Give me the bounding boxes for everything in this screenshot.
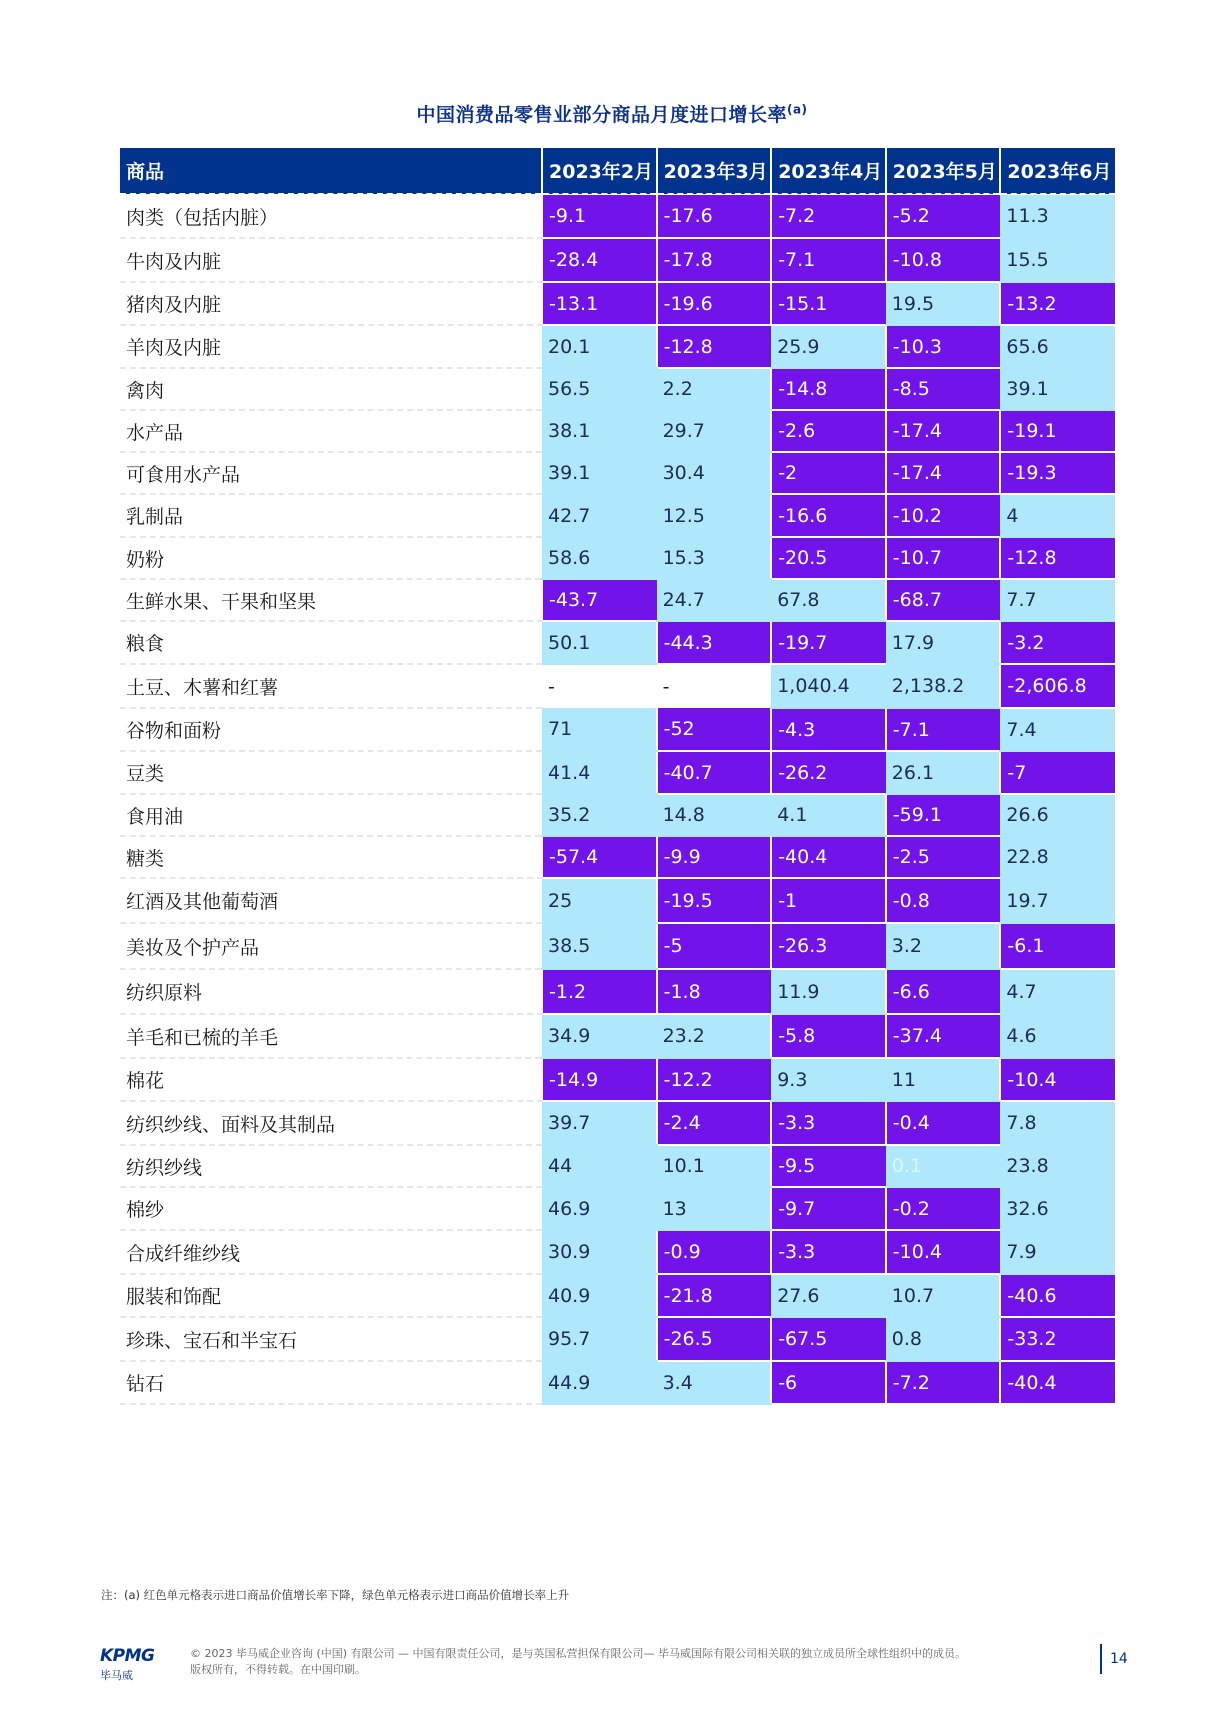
header-month: 2023年4月: [771, 148, 886, 194]
header-month: 2023年6月: [1000, 148, 1115, 194]
growth-value-cell: -2,606.8: [1000, 664, 1115, 708]
growth-value-cell: -43.7: [542, 579, 657, 621]
growth-value-cell: 26.6: [1000, 794, 1115, 836]
growth-value-cell: -9.9: [657, 836, 772, 878]
growth-value-cell: -57.4: [542, 836, 657, 878]
growth-value-cell: 39.1: [542, 452, 657, 494]
growth-value-cell: -15.1: [771, 282, 886, 325]
growth-value-cell: 38.1: [542, 410, 657, 452]
product-name: 红酒及其他葡萄酒: [120, 878, 542, 923]
growth-value-cell: -68.7: [886, 579, 1001, 621]
growth-value-cell: -7.1: [771, 238, 886, 282]
table-row: [120, 1014, 1115, 1058]
table-row: [120, 494, 1115, 537]
table-row: [120, 368, 1115, 410]
product-name: 猪肉及内脏: [120, 282, 542, 325]
table-row: [120, 1274, 1115, 1317]
growth-value-cell: -2.6: [771, 410, 886, 452]
table-row: [120, 664, 1115, 708]
growth-value-cell: -59.1: [886, 794, 1001, 836]
growth-value-cell: 19.7: [1000, 878, 1115, 923]
product-name: 食用油: [120, 794, 542, 836]
growth-value-cell: -10.2: [886, 494, 1001, 537]
product-name: 牛肉及内脏: [120, 238, 542, 282]
growth-value-cell: 95.7: [542, 1317, 657, 1361]
growth-value-cell: -14.8: [771, 368, 886, 410]
growth-value-cell: -28.4: [542, 238, 657, 282]
table-row: [120, 794, 1115, 836]
product-name: 钻石: [120, 1361, 542, 1404]
growth-value-cell: -3.3: [771, 1101, 886, 1145]
growth-value-cell: -0.8: [886, 878, 1001, 923]
product-name: 禽肉: [120, 368, 542, 410]
growth-value-cell: 14.8: [657, 794, 772, 836]
table-row: [120, 238, 1115, 282]
growth-value-cell: -19.6: [657, 282, 772, 325]
header-product: 商品: [120, 148, 542, 194]
growth-value-cell: 0.8: [886, 1317, 1001, 1361]
growth-value-cell: 30.9: [542, 1230, 657, 1274]
product-name: 羊毛和已梳的羊毛: [120, 1014, 542, 1058]
growth-value-cell: -6.1: [1000, 923, 1115, 969]
growth-value-cell: 22.8: [1000, 836, 1115, 878]
growth-value-cell: 7.4: [1000, 708, 1115, 751]
growth-value-cell: -6: [771, 1361, 886, 1404]
growth-value-cell: 58.6: [542, 537, 657, 579]
growth-value-cell: -3.2: [1000, 621, 1115, 664]
growth-value-cell: -40.7: [657, 751, 772, 794]
growth-value-cell: -5.2: [886, 194, 1001, 238]
growth-value-cell: 23.2: [657, 1014, 772, 1058]
growth-value-cell: -12.8: [657, 325, 772, 368]
table-row: [120, 1317, 1115, 1361]
growth-value-cell: -4.3: [771, 708, 886, 751]
growth-value-cell: -0.9: [657, 1230, 772, 1274]
growth-value-cell: -7.2: [886, 1361, 1001, 1404]
growth-value-cell: -1.2: [542, 969, 657, 1014]
growth-value-cell: -26.2: [771, 751, 886, 794]
growth-value-cell: 67.8: [771, 579, 886, 621]
growth-value-cell: 30.4: [657, 452, 772, 494]
growth-value-cell: 4: [1000, 494, 1115, 537]
copyright-line: © 2023 毕马威企业咨询 (中国) 有限公司 — 中国有限责任公司，是与英国私营担保有限公司— 毕马威国际有限公司相关联的独立成员所全球性组织中的成员。: [190, 1647, 967, 1660]
growth-value-cell: -19.1: [1000, 410, 1115, 452]
growth-value-cell: -6.6: [886, 969, 1001, 1014]
table-row: [120, 836, 1115, 878]
logo-mark: KPMG: [100, 1646, 155, 1666]
growth-value-cell: 42.7: [542, 494, 657, 537]
product-name: 纺织纱线、面料及其制品: [120, 1101, 542, 1145]
growth-value-cell: -21.8: [657, 1274, 772, 1317]
growth-value-cell: 39.1: [1000, 368, 1115, 410]
growth-value-cell: -26.3: [771, 923, 886, 969]
growth-value-cell: -10.3: [886, 325, 1001, 368]
growth-value-cell: 15.3: [657, 537, 772, 579]
growth-value-cell: -5: [657, 923, 772, 969]
growth-value-cell: 10.1: [657, 1145, 772, 1187]
growth-value-cell: 41.4: [542, 751, 657, 794]
growth-value-cell: 50.1: [542, 621, 657, 664]
growth-value-cell: -33.2: [1000, 1317, 1115, 1361]
growth-value-cell: -12.2: [657, 1058, 772, 1101]
product-name: 棉花: [120, 1058, 542, 1101]
growth-value-cell: 71: [542, 708, 657, 751]
growth-value-cell: 19.5: [886, 282, 1001, 325]
table-row: [120, 282, 1115, 325]
table-row: [120, 579, 1115, 621]
growth-value-cell: 39.7: [542, 1101, 657, 1145]
growth-value-cell: -26.5: [657, 1317, 772, 1361]
copyright-footer: [190, 1646, 1020, 1678]
table-row: [120, 923, 1115, 969]
growth-value-cell: 9.3: [771, 1058, 886, 1101]
logo-subtitle: 毕马威: [100, 1669, 133, 1682]
growth-value-cell: -17.4: [886, 452, 1001, 494]
growth-value-cell: 29.7: [657, 410, 772, 452]
growth-value-cell: -7.1: [886, 708, 1001, 751]
table-row: [120, 878, 1115, 923]
growth-value-cell: -17.8: [657, 238, 772, 282]
growth-value-cell: -17.4: [886, 410, 1001, 452]
growth-value-cell: -0.2: [886, 1187, 1001, 1230]
growth-value-cell: -40.4: [771, 836, 886, 878]
product-name: 土豆、木薯和红薯: [120, 664, 542, 708]
growth-value-cell: -5.8: [771, 1014, 886, 1058]
growth-value-cell: -44.3: [657, 621, 772, 664]
product-name: 纺织原料: [120, 969, 542, 1014]
growth-value-cell: 35.2: [542, 794, 657, 836]
growth-value-cell: -16.6: [771, 494, 886, 537]
product-name: 服装和饰配: [120, 1274, 542, 1317]
growth-value-cell: -: [657, 664, 772, 708]
product-name: 水产品: [120, 410, 542, 452]
growth-value-cell: -37.4: [886, 1014, 1001, 1058]
growth-value-cell: 4.6: [1000, 1014, 1115, 1058]
table-row: [120, 751, 1115, 794]
table-row: [120, 410, 1115, 452]
growth-value-cell: -2.5: [886, 836, 1001, 878]
growth-value-cell: -20.5: [771, 537, 886, 579]
table-row: [120, 1101, 1115, 1145]
growth-value-cell: -12.8: [1000, 537, 1115, 579]
growth-value-cell: 2,138.2: [886, 664, 1001, 708]
table-row: [120, 1187, 1115, 1230]
table-row: [120, 325, 1115, 368]
growth-value-cell: 7.9: [1000, 1230, 1115, 1274]
growth-value-cell: 32.6: [1000, 1187, 1115, 1230]
table-row: [120, 537, 1115, 579]
product-name: 乳制品: [120, 494, 542, 537]
growth-value-cell: 11.3: [1000, 194, 1115, 238]
product-name: 美妆及个护产品: [120, 923, 542, 969]
growth-value-cell: 20.1: [542, 325, 657, 368]
header-month: 2023年5月: [886, 148, 1001, 194]
growth-value-cell: 4.7: [1000, 969, 1115, 1014]
table-row: [120, 1361, 1115, 1404]
growth-value-cell: 23.8: [1000, 1145, 1115, 1187]
growth-value-cell: -19.7: [771, 621, 886, 664]
growth-value-cell: 65.6: [1000, 325, 1115, 368]
growth-value-cell: -14.9: [542, 1058, 657, 1101]
kpmg-logo: [100, 1646, 160, 1683]
product-name: 纺织纱线: [120, 1145, 542, 1187]
growth-value-cell: 10.7: [886, 1274, 1001, 1317]
growth-value-cell: 26.1: [886, 751, 1001, 794]
growth-value-cell: 0.1: [886, 1145, 1001, 1187]
growth-value-cell: -: [542, 664, 657, 708]
growth-value-cell: -52: [657, 708, 772, 751]
product-name: 豆类: [120, 751, 542, 794]
growth-value-cell: 24.7: [657, 579, 772, 621]
product-name: 生鲜水果、干果和坚果: [120, 579, 542, 621]
growth-value-cell: 7.7: [1000, 579, 1115, 621]
growth-value-cell: -9.7: [771, 1187, 886, 1230]
growth-value-cell: 12.5: [657, 494, 772, 537]
growth-value-cell: -19.3: [1000, 452, 1115, 494]
footnote: 注：(a) 红色单元格表示进口商品价值增长率下降，绿色单元格表示进口商品价值增长率上升: [101, 1588, 570, 1602]
product-name: 珍珠、宝石和半宝石: [120, 1317, 542, 1361]
import-growth-table: [120, 148, 1115, 1405]
growth-value-cell: -7.2: [771, 194, 886, 238]
growth-value-cell: -3.3: [771, 1230, 886, 1274]
growth-value-cell: -67.5: [771, 1317, 886, 1361]
product-name: 合成纤维纱线: [120, 1230, 542, 1274]
growth-value-cell: 3.2: [886, 923, 1001, 969]
table-header-row: [120, 148, 1115, 194]
header-month: 2023年3月: [657, 148, 772, 194]
table-row: [120, 621, 1115, 664]
growth-value-cell: -10.4: [1000, 1058, 1115, 1101]
growth-value-cell: -13.1: [542, 282, 657, 325]
table-row: [120, 969, 1115, 1014]
growth-value-cell: 38.5: [542, 923, 657, 969]
growth-value-cell: 2.2: [657, 368, 772, 410]
growth-value-cell: 1,040.4: [771, 664, 886, 708]
growth-value-cell: -8.5: [886, 368, 1001, 410]
growth-value-cell: 4.1: [771, 794, 886, 836]
table-row: [120, 452, 1115, 494]
growth-value-cell: -7: [1000, 751, 1115, 794]
page-title: 中国消费品零售业部分商品月度进口增长率$^{(a)}$: [416, 102, 808, 126]
growth-value-cell: -40.6: [1000, 1274, 1115, 1317]
table-row: [120, 1230, 1115, 1274]
product-name: 棉纱: [120, 1187, 542, 1230]
growth-value-cell: 44.9: [542, 1361, 657, 1404]
growth-value-cell: -10.8: [886, 238, 1001, 282]
growth-value-cell: 11: [886, 1058, 1001, 1101]
growth-value-cell: 40.9: [542, 1274, 657, 1317]
growth-value-cell: 25: [542, 878, 657, 923]
page-number: 14: [1110, 1651, 1128, 1667]
product-name: 粮食: [120, 621, 542, 664]
growth-value-cell: -19.5: [657, 878, 772, 923]
product-name: 可食用水产品: [120, 452, 542, 494]
growth-value-cell: 27.6: [771, 1274, 886, 1317]
growth-value-cell: 7.8: [1000, 1101, 1115, 1145]
product-name: 肉类（包括内脏）: [120, 194, 542, 238]
growth-value-cell: 17.9: [886, 621, 1001, 664]
product-name: 羊肉及内脏: [120, 325, 542, 368]
table-row: [120, 194, 1115, 238]
product-name: 谷物和面粉: [120, 708, 542, 751]
growth-value-cell: -2.4: [657, 1101, 772, 1145]
growth-value-cell: 44: [542, 1145, 657, 1187]
rights-line: 版权所有，不得转载。在中国印刷。: [190, 1663, 366, 1676]
header-month: 2023年2月: [542, 148, 657, 194]
growth-value-cell: 13: [657, 1187, 772, 1230]
table-row: [120, 708, 1115, 751]
growth-value-cell: 34.9: [542, 1014, 657, 1058]
growth-value-cell: 46.9: [542, 1187, 657, 1230]
product-name: 奶粉: [120, 537, 542, 579]
growth-value-cell: -17.6: [657, 194, 772, 238]
growth-value-cell: -1: [771, 878, 886, 923]
growth-value-cell: 11.9: [771, 969, 886, 1014]
growth-value-cell: -9.1: [542, 194, 657, 238]
table-row: [120, 1058, 1115, 1101]
growth-value-cell: 56.5: [542, 368, 657, 410]
growth-value-cell: -10.4: [886, 1230, 1001, 1274]
growth-value-cell: -13.2: [1000, 282, 1115, 325]
page-divider: [1100, 1644, 1102, 1674]
table-row: [120, 1145, 1115, 1187]
growth-value-cell: 3.4: [657, 1361, 772, 1404]
growth-value-cell: -2: [771, 452, 886, 494]
growth-value-cell: -1.8: [657, 969, 772, 1014]
product-name: 糖类: [120, 836, 542, 878]
growth-value-cell: -10.7: [886, 537, 1001, 579]
growth-value-cell: -0.4: [886, 1101, 1001, 1145]
growth-value-cell: 15.5: [1000, 238, 1115, 282]
growth-value-cell: -9.5: [771, 1145, 886, 1187]
growth-value-cell: 25.9: [771, 325, 886, 368]
growth-value-cell: -40.4: [1000, 1361, 1115, 1404]
